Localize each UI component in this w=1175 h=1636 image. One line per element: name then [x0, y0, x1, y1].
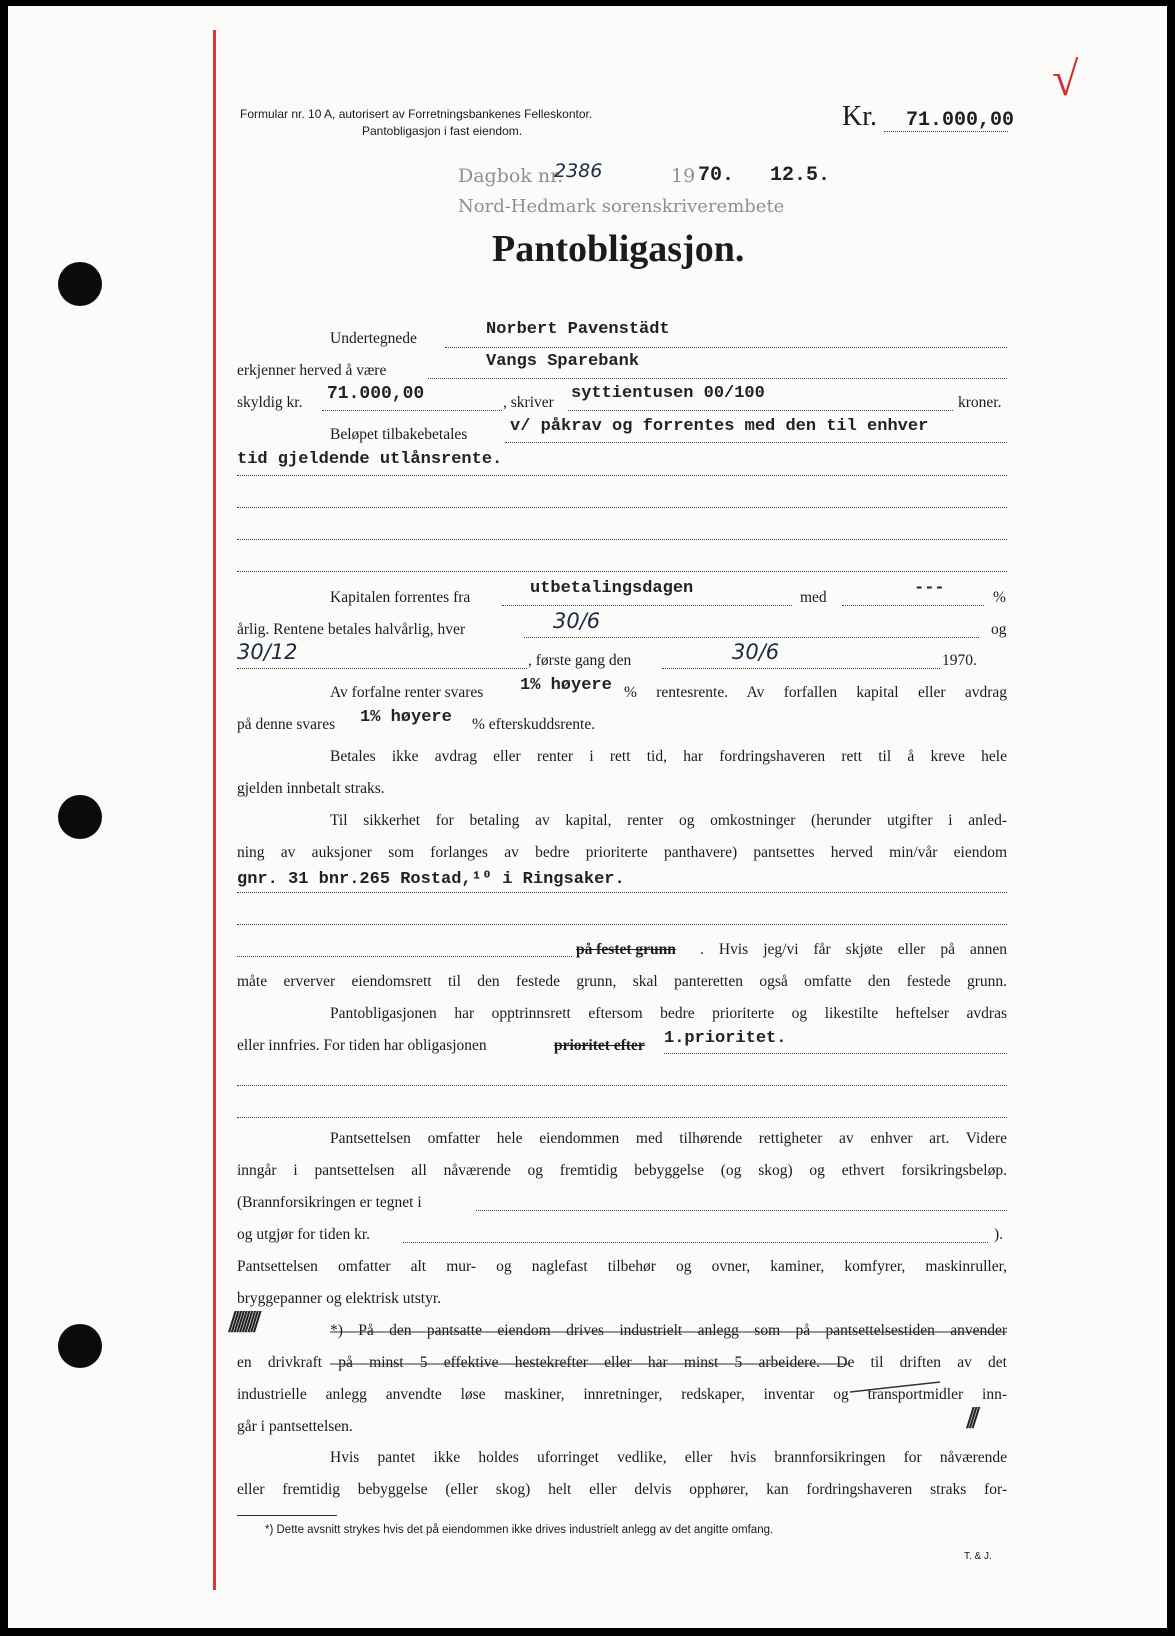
- punch-hole-bottom: [58, 1324, 102, 1368]
- opprinn-text-1: Pantobligasjonen har opptrinnsrett eftersom bedre prioriterte og likestilte heftelser avdras: [330, 1005, 1007, 1022]
- opprinn-strike: prioritet efter: [554, 1037, 645, 1054]
- undertegnede-line: [445, 347, 1007, 348]
- skriver-value: syttientusen 00/100: [571, 384, 765, 403]
- forste-value: 30/6: [732, 640, 780, 664]
- strike-marks: //////////: [228, 1307, 256, 1337]
- page-title: Pantobligasjon.: [492, 228, 745, 270]
- kroner-label: kroner.: [958, 394, 1002, 411]
- belopet-value-2: tid gjeldende utlånsrente.: [237, 450, 503, 469]
- skyldig-value: 71.000,00: [327, 384, 425, 404]
- industri-text-2: en drivkraft på minst 5 effektive hestekrefter eller har minst 5 arbeidere. De til driften av det: [237, 1354, 1007, 1371]
- vedlike-2-wrap: [237, 1481, 1007, 1499]
- office-stamp: Nord-Hedmark sorenskriverembete: [458, 196, 785, 217]
- festet-2-wrap: [237, 973, 1007, 991]
- festet-text-1a: på festet grunn: [576, 941, 676, 958]
- festet-line: [237, 956, 572, 957]
- omfatter-text-4: og utgjør for tiden kr.: [237, 1226, 371, 1243]
- second-date-value: 30/12: [237, 640, 298, 664]
- kapitalen-line: [502, 605, 792, 606]
- betales-text-2: gjelden innbetalt straks.: [237, 780, 385, 797]
- amount-prefix: Kr.: [842, 101, 877, 132]
- sikkerhet-text-2: ning av auksjoner som forlanges av bedre prioriterte panthavere) pantsettes herved min/vår eiendom: [237, 844, 1007, 861]
- kapitalen-value: utbetalingsdagen: [530, 579, 694, 598]
- punch-hole-top: [58, 262, 102, 306]
- forfalne-text-1b: % rentesrente. Av forfallen kapital eller avdrag: [624, 684, 1007, 701]
- dagbok-number: 2386: [554, 160, 603, 182]
- forfalne-text-2b: % efterskuddsrente.: [472, 716, 596, 733]
- omfatter-text-3: (Brannforsikringen er tegnet i: [237, 1194, 422, 1211]
- undertegnede-value: Norbert Pavenstädt: [486, 320, 670, 339]
- check-mark-icon: √: [1052, 53, 1079, 106]
- industri-text-1: *) På den pantsatte eiendom drives industrielt anlegg som på pantsettelsestiden anvender: [330, 1322, 1007, 1339]
- red-margin-line: [213, 30, 216, 1590]
- vedlike-text-1: Hvis pantet ikke holdes uforringet vedlike, eller hvis brannforsikringen for nåværende: [330, 1449, 1007, 1466]
- skriver-label: , skriver: [503, 394, 554, 411]
- arlig-value: 30/6: [553, 609, 601, 633]
- dagbok-label: Dagbok nr.: [458, 165, 564, 187]
- betales-text-1: Betales ikke avdrag eller renter i rett tid, har fordringshaveren rett til å kreve hele: [330, 748, 1007, 765]
- omfatter-text-1: Pantsettelsen omfatter hele eiendommen med tilhørende rettigheter av enhver art. Videre: [330, 1130, 1007, 1147]
- industri-text-4: går i pantsettelsen.: [237, 1418, 353, 1435]
- forfalne-text-1b-wrap: [624, 684, 1007, 702]
- property-line-2: [237, 924, 1007, 925]
- erkjenner-line: [428, 378, 1007, 379]
- opprinn-text-2a: eller innfries. For tiden har obligasjonen: [237, 1037, 487, 1054]
- amount-value: 71.000,00: [906, 109, 1015, 132]
- omfatter-line-4: [403, 1242, 988, 1243]
- industri-text-3: industrielle anlegg anvendte løse maskiner, innretninger, redskaper, inventar og transportmidler inn-: [237, 1386, 1007, 1403]
- strike-marks-end: ///: [966, 1403, 975, 1433]
- year-prefix: 19: [671, 165, 696, 187]
- skyldig-line: [322, 410, 502, 411]
- blank-line-1: [237, 507, 1007, 508]
- forfalne-value-1: 1% høyere: [520, 676, 612, 695]
- printer-mark: T. & J.: [964, 1551, 992, 1562]
- sikkerhet-2-wrap: [237, 844, 1007, 862]
- formular-line-2: Pantobligasjon i fast eiendom.: [362, 124, 523, 138]
- betales-1-wrap: [330, 748, 1007, 766]
- omfatter-text-4-end: ).: [994, 1226, 1004, 1243]
- percent-sign: %: [993, 589, 1006, 606]
- punch-hole-middle: [58, 795, 102, 839]
- second-date-line: [237, 668, 527, 669]
- omfatter-line-3: [476, 1210, 1007, 1211]
- sikkerhet-text-1: Til sikkerhet for betaling av kapital, renter og omkostninger (herunder utgifter i anled-: [330, 812, 1007, 829]
- tilbehor-text-2: bryggepanner og elektrisk utstyr.: [237, 1290, 442, 1307]
- formular-line-1: Formular nr. 10 A, autorisert av Forretningsbankenes Felleskontor.: [240, 107, 593, 121]
- vedlike-text-2: eller fremtidig bebyggelse (eller skog) helt eller delvis opphører, kan fordringshaveren straks for-: [237, 1481, 1007, 1498]
- vedlike-1-wrap: [330, 1449, 1007, 1467]
- property-line: [237, 892, 1007, 893]
- blank-line-4: [237, 1085, 1007, 1086]
- arlig-line: [524, 637, 979, 638]
- med-label: med: [800, 589, 827, 606]
- tilbehor-1-wrap: [237, 1258, 1007, 1276]
- erkjenner-value: Vangs Sparebank: [486, 352, 640, 371]
- festet-1b-wrap: [700, 941, 1007, 959]
- erkjenner-label: erkjenner herved å være: [237, 362, 387, 379]
- festet-text-1b: . Hvis jeg/vi får skjøte eller på annen: [700, 941, 1007, 958]
- amount-rule: [884, 131, 1008, 132]
- property-value: gnr. 31 bnr.265 Rostad,¹⁰ i Ringsaker.: [237, 870, 625, 889]
- forste-year: 1970.: [942, 652, 977, 669]
- strikethrough-lines: [330, 1322, 1020, 1432]
- footnote-rule: [237, 1515, 337, 1516]
- opprinn-line: [664, 1053, 1007, 1054]
- omfatter-text-2: inngår i pantsettelsen all nåværende og fremtidig bebyggelse (og skog) og ethvert forsikringsbeløp.: [237, 1162, 1007, 1179]
- forfalne-value-2: 1% høyere: [360, 708, 452, 727]
- footnote: *) Dette avsnitt strykes hvis det på eiendommen ikke drives industrielt anlegg av det angitte omfang.: [265, 1524, 774, 1536]
- omfatter-2-wrap: [237, 1162, 1007, 1180]
- undertegnede-label: Undertegnede: [330, 330, 417, 347]
- omfatter-1-wrap: [330, 1130, 1007, 1148]
- kapitalen-label: Kapitalen forrentes fra: [330, 589, 471, 606]
- blank-line-3: [237, 571, 1007, 572]
- med-value: ---: [914, 579, 945, 598]
- tilbehor-text-1: Pantsettelsen omfatter alt mur- og naglefast tilbehør og ovner, kaminer, komfyrer, maskinruller,: [237, 1258, 1007, 1275]
- forfalne-text-2a: på denne svares: [237, 716, 336, 733]
- year-suffix: 70.: [698, 164, 735, 187]
- forste-label: , første gang den: [528, 652, 632, 669]
- blank-line-2: [237, 539, 1007, 540]
- belopet-value-1: v/ påkrav og forrentes med den til enhver: [510, 417, 929, 436]
- med-line: [842, 605, 984, 606]
- belopet-label: Beløpet tilbakebetales: [330, 426, 468, 443]
- skriver-line: [568, 410, 953, 411]
- og-label: og: [991, 621, 1007, 638]
- forste-line: [662, 668, 940, 669]
- belopet-line-1: [505, 442, 1007, 443]
- festet-text-2: måte erverver eiendomsrett til den festede grunn, skal panteretten også omfatte den festede grunn.: [237, 973, 1007, 990]
- blank-line-5: [237, 1117, 1007, 1118]
- stamp-date: 12.5.: [770, 164, 831, 187]
- belopet-line-2: [237, 475, 1007, 476]
- arlig-label: årlig. Rentene betales halvårlig, hver: [237, 621, 466, 638]
- opprinn-value: 1.prioritet.: [664, 1029, 787, 1048]
- opprinn-1-wrap: [330, 1005, 1007, 1023]
- skyldig-label: skyldig kr.: [237, 394, 303, 411]
- forfalne-text-1a: Av forfalne renter svares: [330, 684, 484, 701]
- sikkerhet-1-wrap: [330, 812, 1007, 830]
